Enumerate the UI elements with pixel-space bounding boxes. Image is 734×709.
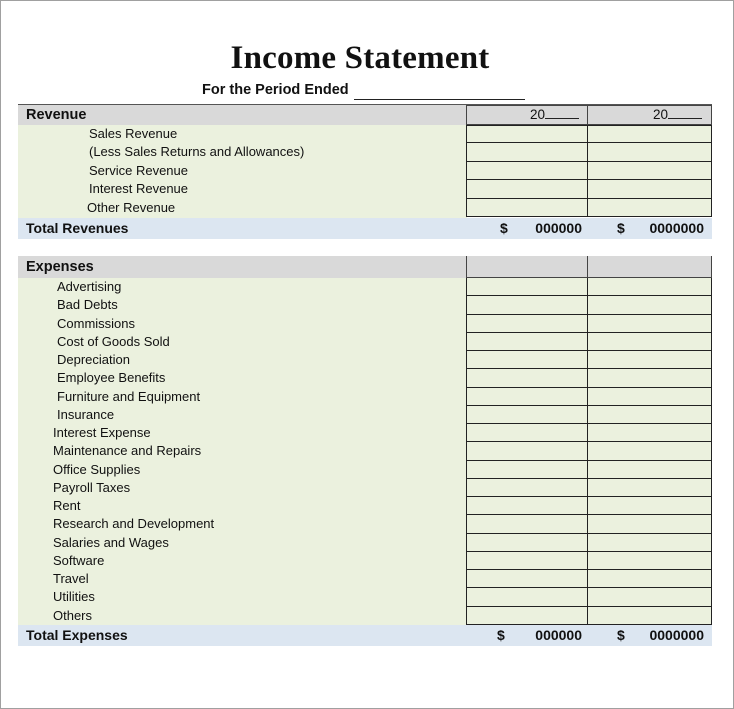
expense-item-label: Payroll Taxes — [53, 479, 131, 495]
expense-item-label: Salaries and Wages — [53, 534, 169, 550]
revenue-items-area — [18, 125, 467, 218]
expenses-column-1-header — [466, 256, 588, 278]
expense-item-label: Insurance — [57, 406, 115, 422]
period-blank-line — [354, 99, 525, 100]
expense-item-cell-col2[interactable] — [587, 406, 712, 424]
expense-item-cell-col1[interactable] — [466, 424, 588, 442]
expense-item-cell-col1[interactable] — [466, 278, 588, 296]
expense-item-cell-col2[interactable] — [587, 479, 712, 497]
revenue-item-label: Service Revenue — [89, 162, 188, 178]
expense-item-cell-col2[interactable] — [587, 552, 712, 570]
expense-item-cell-col2[interactable] — [587, 497, 712, 515]
total-expenses-amount-1: 000000 — [535, 627, 582, 643]
expense-item-label: Maintenance and Repairs — [53, 443, 202, 459]
expense-item-cell-col1[interactable] — [466, 607, 588, 625]
expense-item-cell-col1[interactable] — [466, 369, 588, 387]
total-revenues-currency-1: $ — [500, 220, 508, 236]
expense-item-label: Utilities — [53, 589, 95, 605]
page-title: Income Statement — [230, 40, 490, 76]
revenue-item-label: Other Revenue — [87, 199, 176, 215]
expense-item-cell-col2[interactable] — [587, 607, 712, 625]
revenue-item-label: (Less Sales Returns and Allowances) — [89, 144, 305, 160]
expense-item-label: Depreciation — [57, 352, 130, 367]
total-revenues-amount-1: 000000 — [535, 220, 582, 236]
expense-item-label: Office Supplies — [53, 461, 141, 477]
revenue-item-cell-col2[interactable] — [587, 180, 712, 198]
year-label-1: 20 — [530, 107, 579, 122]
expense-item-label: Rent — [53, 498, 81, 513]
expense-item-cell-col2[interactable] — [587, 534, 712, 552]
revenue-item-cell-col2[interactable] — [587, 143, 712, 161]
expense-item-cell-col1[interactable] — [466, 406, 588, 424]
expense-item-label: Employee Benefits — [57, 370, 166, 386]
expense-item-cell-col2[interactable] — [587, 570, 712, 588]
expense-item-cell-col2[interactable] — [587, 315, 712, 333]
revenue-item-label: Sales Revenue — [89, 126, 178, 141]
total-revenues-amount-2: 0000000 — [649, 220, 704, 236]
revenue-item-cell-col1[interactable] — [466, 162, 588, 180]
revenue-item-cell-col1[interactable] — [466, 199, 588, 217]
total-expenses-label: Total Expenses — [26, 627, 128, 643]
period-subtitle: For the Period Ended — [202, 82, 349, 98]
expense-item-label: Advertising — [57, 279, 122, 294]
revenue-item-label: Interest Revenue — [89, 181, 189, 197]
expense-item-label: Others — [53, 607, 93, 623]
expense-item-cell-col1[interactable] — [466, 388, 588, 406]
expense-item-label: Software — [53, 552, 105, 568]
total-revenues-currency-2: $ — [617, 220, 625, 236]
expense-item-cell-col2[interactable] — [587, 333, 712, 351]
expenses-column-2-header — [587, 256, 712, 278]
revenue-item-cell-col2[interactable] — [587, 199, 712, 217]
expense-item-label: Cost of Goods Sold — [57, 333, 170, 349]
total-revenues-row — [18, 218, 712, 239]
total-expenses-currency-1: $ — [497, 627, 505, 643]
expense-item-label: Travel — [53, 571, 89, 586]
expense-item-cell-col2[interactable] — [587, 442, 712, 460]
expense-item-cell-col2[interactable] — [587, 588, 712, 606]
expense-item-cell-col1[interactable] — [466, 534, 588, 552]
expenses-heading: Expenses — [26, 259, 94, 275]
expense-item-cell-col1[interactable] — [466, 296, 588, 314]
expense-item-cell-col1[interactable] — [466, 442, 588, 460]
expense-item-cell-col1[interactable] — [466, 333, 588, 351]
expense-item-label: Research and Development — [53, 516, 215, 532]
expense-item-cell-col1[interactable] — [466, 351, 588, 369]
expense-item-cell-col2[interactable] — [587, 369, 712, 387]
year-label-2: 20 — [653, 107, 702, 122]
revenue-item-cell-col1[interactable] — [466, 143, 588, 161]
total-expenses-amount-2: 0000000 — [649, 627, 704, 643]
expense-item-cell-col1[interactable] — [466, 497, 588, 515]
expense-item-label: Furniture and Equipment — [57, 388, 201, 404]
expense-item-cell-col2[interactable] — [587, 351, 712, 369]
expense-item-cell-col1[interactable] — [466, 570, 588, 588]
expense-item-cell-col1[interactable] — [466, 461, 588, 479]
expense-item-cell-col2[interactable] — [587, 278, 712, 296]
revenue-item-cell-col2[interactable] — [587, 125, 712, 143]
expense-item-cell-col2[interactable] — [587, 424, 712, 442]
revenue-heading: Revenue — [26, 107, 87, 123]
expense-item-cell-col2[interactable] — [587, 388, 712, 406]
expense-item-cell-col1[interactable] — [466, 315, 588, 333]
expense-item-label: Bad Debts — [57, 297, 118, 313]
revenue-item-cell-col1[interactable] — [466, 180, 588, 198]
expense-item-cell-col1[interactable] — [466, 515, 588, 533]
expense-item-cell-col1[interactable] — [466, 479, 588, 497]
expense-item-label: Commissions — [57, 315, 136, 331]
expense-item-label: Interest Expense — [53, 425, 151, 440]
expense-item-cell-col2[interactable] — [587, 515, 712, 533]
revenue-item-cell-col1[interactable] — [466, 125, 588, 143]
expense-item-cell-col2[interactable] — [587, 461, 712, 479]
revenue-item-cell-col2[interactable] — [587, 162, 712, 180]
expense-item-cell-col2[interactable] — [587, 296, 712, 314]
total-expenses-row — [18, 625, 712, 646]
expense-item-cell-col1[interactable] — [466, 552, 588, 570]
expense-item-cell-col1[interactable] — [466, 588, 588, 606]
total-expenses-currency-2: $ — [617, 627, 625, 643]
total-revenues-label: Total Revenues — [26, 220, 129, 236]
